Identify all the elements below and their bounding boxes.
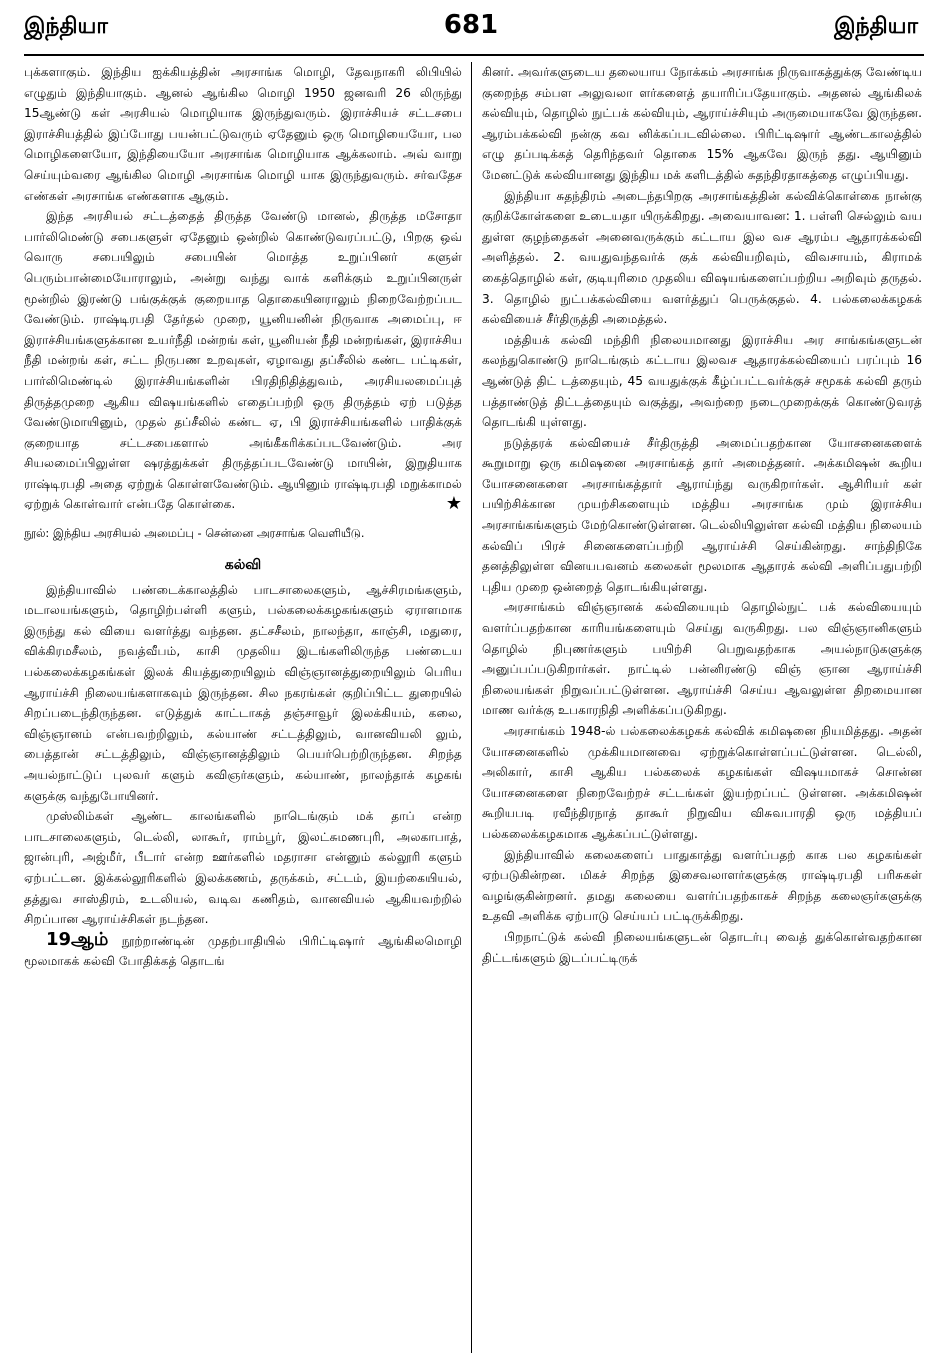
- right-paragraph-1: கினர். அவர்களுடைய தலையாய நோக்கம் அரசாங்க நிருவாகத்துக்கு வேண்டிய குறைந்த சம்பள அலுவலா ளர்களைத் தயாரிப்பதேயாகும். அதனல் ஆங்கிலக் கல்வியும், தொழில் நுட்பக் கல்வியும், ஆராய்ச்சியும் அருமையாகவே இருந்தன. ஆரம்பக்கல்வி நன்கு கவ னிக்கப்படவில்லை. பிரிட்டிஷார் ஆண்டகாலத்தில் எழு தப்படிக்கத் தெரிந்தவர் தொகை 15% ஆகவே இருந் தது. ஆயினும் மேனட்டுக் கல்வியானது இந்திய மக் களிடத்தில் சுதந்திரதாகத்தை எழுப்பியது.: [482, 65, 922, 182]
- right-paragraph-7: இந்தியாவில் கலைகளைப் பாதுகாத்து வளர்ப்பதற் காக பல கழகங்கள் ஏற்படுகின்றன. மிகச் சிறந்த இசைவலாளர்களுக்கு ராஷ்டிரபதி பரிசுகள் வழங்குகின்றனர். தமது கலையை வளர்ப்பதற்காகச் சிறந்த கலைஞர்களுக்கு உதவி அளிக்க ஏற்பாடு செய்யப் பட்டிருக்கிறது.: [482, 847, 922, 924]
- star-icon: ★: [445, 493, 462, 515]
- header-rule: [24, 54, 924, 56]
- page-header: [0, 0, 942, 58]
- page-number: 681: [443, 10, 499, 40]
- left-paragraph-4: முஸ்லிம்கள் ஆண்ட காலங்களில் நாடெங்கும் மக் தாப் என்ற பாடசாலைகளும், டெல்லி, லாகூர், ராம்பூர், இலட்சுமணபுரி, அலகாபாத், ஜான்புரி, அஜ்மீர், பீடார் என்ற ஊர்களில் மதராசா என்னும் கல்லூரி களும் ஏற்பட்டன. இக்கல்லூரிகளில் இலக்கணம், தருக்கம், சட்டம், இயற்கையியல், தத்துவ சாஸ்திரம், உடலியல், வடிவ கணிதம், வானவியல் ஆகியவற்றில் சிறப்பான ஆராய்ச்சிகள் நடந்தன.: [24, 809, 462, 927]
- right-paragraph-3: மத்தியக் கல்வி மந்திரி நிலையமானது இராச்சிய அர சாங்கங்களுடன் கலந்துகொண்டு நாடெங்கும் கட்டாய இலவச ஆதாரக்கல்வியைப் பரப்பும் 16 ஆண்டுத் திட் டத்தையும், 45 வயதுக்குக் கீழ்ப்பட்டவர்க்குச் சமூகக் கல்வி தரும் பத்தாண்டுத் திட்டத்தையும் வகுத்து, அவற்றை நடைமுறைக்குக் கொண்டுவரத் தொடங்கி யுள்ளது.: [482, 332, 922, 430]
- left-paragraph-5-text: நூற்றாண்டின் முதற்பாதியில் பிரிட்டிஷார் ஆங்கிலமொழி மூலமாகக் கல்வி போதிக்கத் தொடங்: [24, 933, 462, 969]
- left-paragraph-2-text: இந்த அரசியல் சட்டத்தைத் திருத்த வேண்டு மானல், திருத்த மசோதா பார்லிமெண்டு சபைகளுள் ஏதேனும் ஒன்றில் கொண்டுவரப்பட்டு, பிறகு ஒவ் வொரு சபையிலும் சபையின் மொத்த உறுப்பினர் களுள் பெரும்பான்மையோராலும், அன்று வந்து வாக் களிக்கும் உறுப்பினருள் மூன்றில் இரண்டு பங்குக்குக் குறையாத தொகையினராலும் நிறைவேற்றப்பட வேண்டும். ராஷ்டிரபதி தேர்தல் முறை, யூனியனின் நிருவாக அமைப்பு, ஈ இராச்சியங்களுக்கான உயர்நீதி மன்றங் கள், யூனியன் நீதி மன்றங்கள், இராச்சிய நீதி மன்றங் கள், சட்ட நிருபண உறவுகள், ஏழாவது தப்சீலில் கண்ட பட்டிகள், பார்லிமெண்டில் இராச்சியங்களின் பிரதிநிதித்துவம், அரசியலமைப்புத் திருத்தமுறை ஆகிய விஷயங்களில் எதைப்பற்றி ஒரு திருத்தம் ஏற் படுத்த வேண்டுமாயினும், முதல் தப்சீலில் கண்ட ஏ, பி இராச்சியங்களில் பாதிக்குக் குறையாத சட்டசபைகளால் அங்கீகரிக்கப்படவேண்டும். அர சியலமைப்பிலுள்ள ஷரத்துக்கள் திருத்தப்படவேண்டு மாயின், இறுதியாக ராஷ்டிரபதி அதை ஏற்றுக் கொள்ளவேண்டும். ஆயினும் ராஷ்டிரபதி மறுக்காமல் ஏற்றுக் கொள்வார் என்பதே கொள்கை.: [24, 209, 462, 512]
- left-paragraph-1: புக்களாகும். இந்திய ஐக்கியத்தின் அரசாங்க மொழி, தேவநாகரி லிபியில் எழுதும் இந்தியாகும். ஆனல் ஆங்கில மொழி 1950 ஜனவரி 26 லிருந்து 15ஆண்டு கள் அரசியல் மொழியாக இருந்துவரும். இராச்சியச் சட்டசபை இராச்சியத்தில் இப்போது பயன்பட்டுவரும் ஏதேனும் ஒரு மொழியையோ, பல மொழிகளையோ, இந்தியையோ அரசாங்க மொழியாக ஆக்கலாம். அவ் வாறு செய்யும்வரை ஆங்கில மொழி அரசாங்க மொழி யாக இருந்துவரும். சர்வதேச எண்கள் அரசாங்க எண்களாக ஆகும்.: [24, 65, 462, 203]
- century-number: 19ஆம்: [46, 928, 109, 950]
- running-title-right: இந்தியா: [834, 14, 918, 39]
- left-paragraph-5: [24, 930, 462, 972]
- right-paragraph-4: நடுத்தரக் கல்வியைச் சீர்திருத்தி அமைப்பதற்கான யோசனைகளைக் கூறுமாறு ஒரு கமிஷனை அரசாங்கத் தார் அமைத்தனர். அக்கமிஷன் கூறிய யோசனைகளை அரசாங்கத்தார் ஆராய்ந்து வருகிறார்கள். ஆசிரியர் கள் பயிற்சிக்கான முயற்சிகளையும் மத்திய அரசாங்க மும் இராச்சிய அரசாங்கங்களும் மேற்கொண்டுள்ளன. டெல்லியிலுள்ள கல்வி மத்திய நிலையம் கல்விப் பிரச் சினைகளைப்பற்றி ஆராய்ச்சி செய்கின்றது. சாந்திநிகே தனத்திலுள்ள வினயபவனம் கலைகள் மூலமாக ஆதாரக் கல்வி அளிப்பதுபற்றி புதிய முறை ஒன்றைத் தொடங்கியுள்ளது.: [482, 435, 923, 594]
- section-heading-education: கல்வி: [224, 557, 262, 574]
- right-paragraph-6: அரசாங்கம் 1948-ல் பல்கலைக்கழகக் கல்விக் கமிஷனை நியமித்தது. அதன் யோசனைகளில் முக்கியமானவை ஏற்றுக்கொள்ளப்பட்டுள்ளன. டெல்லி, அலிகார், காசி ஆகிய பல்கலைக் கழகங்கள் விஷயமாகச் சொன்ன யோசனைகளை நிறைவேற்றச் சட்டங்கள் இயற்றப்பட் டுள்ளன. அக்கமிஷன் கூறியபடி ரவீந்திரநாத் தாகூர் நிறுவிய விசுவபாரதி ஒரு மத்தியப் பல்கலைக்கழகமாக ஆக்கப்பட்டுள்ளது.: [482, 724, 922, 841]
- left-paragraph-2: [24, 206, 462, 515]
- source-note: நூல்: இந்திய அரசியல் அமைப்பு - சென்னை அரசாங்க வெளியீடு.: [24, 526, 365, 541]
- right-paragraph-8: பிறநாட்டுக் கல்வி நிலையங்களுடன் தொடர்பு வைத் துக்கொள்வதற்கான திட்டங்களும் இடப்பட்டிருக்: [482, 929, 922, 965]
- running-title-left: இந்தியா: [24, 14, 108, 39]
- right-column: [482, 62, 922, 968]
- left-column: [24, 62, 462, 972]
- left-paragraph-3: இந்தியாவில் பண்டைக்காலத்தில் பாடசாலைகளும், ஆச்சிரமங்களும், மடாலயங்களும், தொழிற்பள்ளி களும், பல்கலைக்கழகங்களும் ஏராளமாக இருந்து கல் வியை வளர்த்து வந்தன. தட்சசீலம், நாலந்தா, காஞ்சி, மதுரை, விக்கிரமசீலம், நவத்வீபம், காசி முதலிய இடங்களிலிருந்த பண்டைய பல்கலைக்கழகங்கள் இலக் கியத்துறையிலும் விஞ்ஞானத்துறையிலும் பெரிய ஆராய்ச்சி நிலையங்களாகவும் இருந்தன. சில நகரங்கள் குறிப்பிட்ட துறையில் சிறப்படைந்திருந்தன. எடுத்துக் காட்டாகத் தஞ்சாவூர் இலக்கியம், கலை, விஞ்ஞானம் என்பவற்றிலும், கல்யாண் சட்டத்திலும், வானவியலி லும், பைத்தான் சட்டத்திலும், விஞ்ஞானத்திலும் பெயர்பெற்றிருந்தன. சிறந்த அயல்நாட்டுப் புலவர் களும் கவிஞர்களும், கல்யாண், நாலந்தாக் கழகங் களுக்கு வந்துபோயினர்.: [24, 582, 462, 803]
- right-paragraph-5: அரசாங்கம் விஞ்ஞானக் கல்வியையும் தொழில்நுட் பக் கல்வியையும் வளர்ப்பதற்கான காரியங்களையும் செய்து வருகிறது. பல விஞ்ஞானிகளும் தொழில் நிபுணர்களும் பயிற்சி பெறுவதற்காக அயல்நாடுகளுக்கு அனுப்பப்படுகிறார்கள். நாட்டில் பன்னிரண்டு விஞ் ஞான ஆராய்ச்சி நிலையங்கள் நிறுவப்பட்டுள்ளன. ஆராய்ச்சி செய்ய ஆவலுள்ள திறமையான மாண வர்க்கு உபகாரநிதி அளிக்கப்படுகிறது.: [482, 600, 922, 718]
- right-paragraph-2: இந்தியா சுதந்திரம் அடைந்தபிறகு அரசாங்கத்தின் கல்விக்கொள்கை நான்கு குறிக்கோள்களை உடையதா யிருக்கிறது. அவையாவன: 1. பள்ளி செல்லும் வய துள்ள குழந்தைகள் அனைவருக்கும் கட்டாய இல வச ஆரம்ப ஆதாரக்கல்வி அளித்தல். 2. வயதுவந்தவர்க் குக் கல்வியறிவும், விவசாயம், கிராமக் கைத்தொழில் கள், குடியுரிமை முதலிய விஷயங்களைப்பற்றிய அறிவும் தருதல். 3. தொழில் நுட்பக்கல்வியை வளர்த்துப் பெருக்குதல். 4. பல்கலைக்கழகக் கல்வியைச் சீர்திருத்தி அமைத்தல்.: [482, 188, 922, 327]
- column-divider: [471, 62, 472, 1353]
